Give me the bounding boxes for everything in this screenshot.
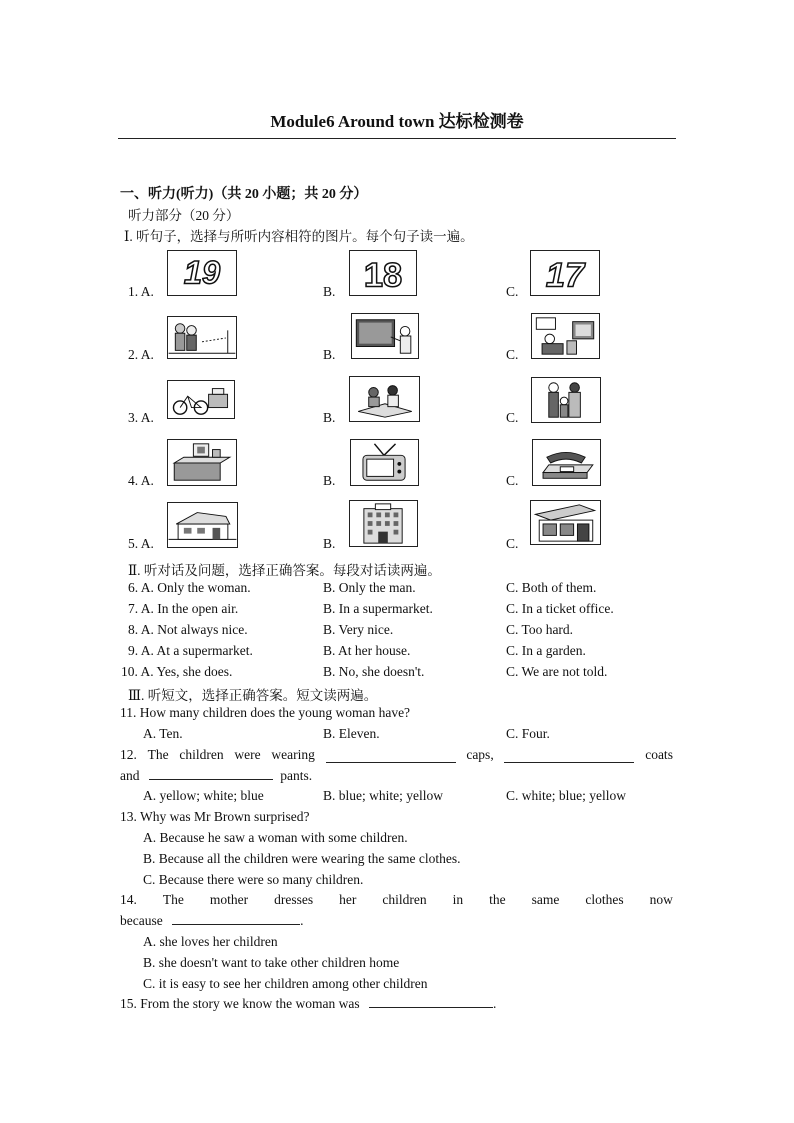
q8-option-a: 8. A. Not always nice. [128, 622, 248, 637]
q1-option-a-label: 1. A. [128, 284, 154, 299]
q6-option-a: 6. A. Only the woman. [128, 580, 251, 595]
section-subheading: 听力部分（20 分） [128, 208, 240, 223]
q5-option-c-label: C. [506, 536, 519, 551]
q3-option-b-label: B. [323, 410, 336, 425]
number-19-picture[interactable] [167, 250, 237, 296]
q1-option-b-label: B. [323, 284, 336, 299]
q2-option-b-label: B. [323, 347, 336, 362]
q9-option-a: 9. A. At a supermarket. [128, 643, 253, 658]
q11-stem: 11. How many children does the young woman have? [120, 705, 411, 720]
q12-blank-3[interactable] [149, 779, 273, 780]
q12-blank-2[interactable] [504, 747, 634, 763]
q12-word: and [120, 768, 140, 783]
q8-option-b: B. Very nice. [323, 622, 394, 637]
q12-word: caps, [466, 747, 494, 762]
part2-instruction: Ⅱ. 听对话及问题，选择正确答案。每段对话读两遍。 [128, 563, 441, 578]
q9-option-b: B. At her house. [323, 643, 411, 658]
q14-word: 14. [120, 892, 137, 907]
q12-option-a: A. yellow; white; blue [143, 788, 264, 803]
q15-period: . [492, 996, 497, 1011]
part3-instruction: Ⅲ. 听短文，选择正确答案。短文读两遍。 [128, 688, 378, 703]
q12-word: 12. [120, 747, 137, 762]
q13-option-a: A. Because he saw a woman with some children. [143, 830, 408, 845]
q14-word: The [162, 892, 184, 907]
q14-stem-line1 [120, 892, 673, 908]
q15-stem-line [120, 996, 496, 1012]
q12-option-b: B. blue; white; yellow [323, 788, 443, 803]
q14-word: mother [209, 892, 249, 907]
q14-word: same [531, 892, 560, 907]
people-reading-picture[interactable] [349, 376, 420, 422]
people-at-park-picture[interactable] [167, 316, 237, 359]
q7-option-a: 7. A. In the open air. [128, 601, 239, 616]
q12-stem-line1 [120, 747, 673, 763]
telephone-picture[interactable] [532, 439, 601, 486]
part1-instruction: Ⅰ. 听句子，选择与所听内容相符的图片。每个句子读一遍。 [124, 229, 474, 244]
q4-option-b-label: B. [323, 473, 336, 488]
q12-word: wearing [271, 747, 315, 762]
q14-word: now [649, 892, 673, 907]
q12-word: The [147, 747, 169, 762]
shop-front-picture[interactable] [530, 500, 601, 545]
q15-blank[interactable] [369, 1007, 493, 1008]
q13-stem: 13. Why was Mr Brown surprised? [120, 809, 310, 824]
q14-option-c: C. it is easy to see her children among other children [143, 976, 428, 991]
q14-stem-line2: because . [120, 913, 304, 928]
title-divider [118, 138, 676, 139]
svg-text:17: 17 [545, 256, 585, 295]
q14-word: children [382, 892, 427, 907]
number-18-picture[interactable] [349, 250, 417, 296]
q4-option-c-label: C. [506, 473, 519, 488]
tall-building-picture[interactable] [349, 500, 418, 547]
family-picture[interactable] [531, 377, 601, 423]
q12-word: pants. [280, 768, 313, 783]
watching-tv-picture[interactable] [531, 313, 600, 359]
q12-blank-1[interactable] [326, 747, 456, 763]
q12-word: children [179, 747, 224, 762]
q13-option-c: C. Because there were so many children. [143, 872, 364, 887]
q12-option-c: C. white; blue; yellow [506, 788, 626, 803]
q11-option-b: B. Eleven. [323, 726, 380, 741]
q14-word: her [339, 892, 357, 907]
computer-desk-picture[interactable] [167, 439, 237, 486]
q9-option-c: C. In a garden. [506, 643, 586, 658]
q6-option-b: B. Only the man. [323, 580, 416, 595]
q10-option-a: 10. A. Yes, she does. [121, 664, 233, 679]
q15-stem: 15. From the story we know the woman was [120, 996, 360, 1011]
bicycle-picture[interactable] [167, 380, 235, 419]
q10-option-b: B. No, she doesn't. [323, 664, 425, 679]
q14-word: because [120, 913, 163, 928]
q4-option-a-label: 4. A. [128, 473, 154, 488]
svg-text:18: 18 [363, 256, 403, 295]
q14-word: in [452, 892, 464, 907]
q5-option-a-label: 5. A. [128, 536, 154, 551]
q13-option-b: B. Because all the children were wearing the same clothes. [143, 851, 461, 866]
house-picture[interactable] [167, 502, 238, 548]
page-title: Module6 Around town 达标检测卷 [270, 112, 524, 131]
q1-option-c-label: C. [506, 284, 519, 299]
q6-option-c: C. Both of them. [506, 580, 597, 595]
teacher-at-blackboard-picture[interactable] [351, 313, 419, 359]
q7-option-c: C. In a ticket office. [506, 601, 614, 616]
q14-word: the [489, 892, 506, 907]
q14-option-a: A. she loves her children [143, 934, 278, 949]
q3-option-a-label: 3. A. [128, 410, 154, 425]
television-picture[interactable] [350, 439, 419, 486]
q11-option-c: C. Four. [506, 726, 550, 741]
q8-option-c: C. Too hard. [506, 622, 574, 637]
q10-option-c: C. We are not told. [506, 664, 608, 679]
q14-word: dresses [274, 892, 314, 907]
q14-blank[interactable] [172, 924, 300, 925]
q5-option-b-label: B. [323, 536, 336, 551]
q12-word: were [234, 747, 261, 762]
section-heading: 一、听力(听力)（共 20 小题；共 20 分） [120, 187, 368, 202]
q14-option-b: B. she doesn't want to take other children home [143, 955, 400, 970]
q14-word: clothes [585, 892, 624, 907]
number-17-picture[interactable] [530, 250, 600, 296]
svg-text:19: 19 [183, 254, 221, 291]
q2-option-a-label: 2. A. [128, 347, 154, 362]
q7-option-b: B. In a supermarket. [323, 601, 433, 616]
q2-option-c-label: C. [506, 347, 519, 362]
q12-stem-line2 [120, 768, 312, 784]
q12-word: coats [645, 747, 673, 762]
q11-option-a: A. Ten. [143, 726, 183, 741]
q3-option-c-label: C. [506, 410, 519, 425]
